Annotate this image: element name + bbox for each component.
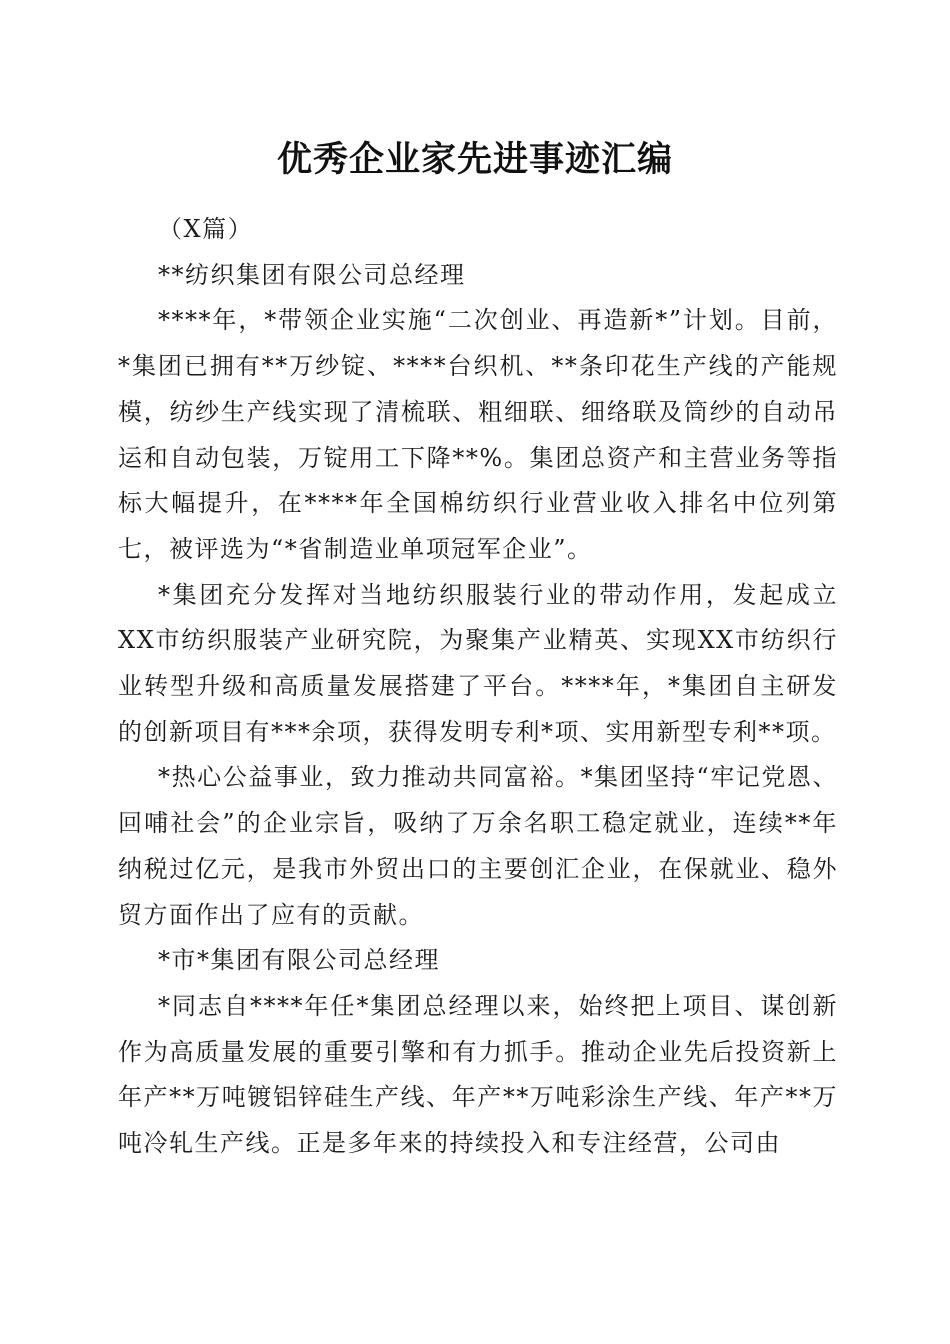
section-heading-textile-group: **纺织集团有限公司总经理 [158,260,466,289]
document-title: 优秀企业家先进事迹汇编 [276,139,673,180]
paragraph: *同志自****年任*集团总经理以来，始终把上项目、谋创新作为高质量发展的重要引擎和有力抓手。推动企业先后投资新上年产**万吨镀铝锌硅生产线、年产**万吨彩涂生产线、年产**万吨冷轧生产线。正是多年来的持续投入和专注经营，公司由 [118,991,838,1158]
paragraph: ****年，*带领企业实施“二次创业、再造新*”计划。目前，*集团已拥有**万纱锭、****台织机、**条印花生产线的产能规模，纺纱生产线实现了清梳联、粗细联、细络联及筒纱的自动吊运和自动包装，万锭用工下降**%。集团总资产和主营业务等指标大幅提升，在****年全国棉纺织行业营业收入排名中位列第七，被评选为“*省制造业单项冠军企业”。 [118,306,838,563]
document-body [118,207,838,1167]
paragraph: *热心公益事业，致力推动共同富裕。*集团坚持“牢记党恩、回哺社会”的企业宗旨，吸纳了万余名职工稳定就业，连续**年纳税过亿元，是我市外贸出口的主要创汇企业，在保就业、稳外贸方面作出了应有的贡献。 [118,763,838,929]
paragraph: *集团充分发挥对当地纺织服装行业的带动作用，发起成立XX市纺织服装产业研究院，为聚集产业精英、实现XX市纺织行业转型升级和高质量发展搭建了平台。****年，*集团自主研发的创新项目有***余项，获得发明专利*项、实用新型专利**项。 [118,580,838,746]
paragraph-count-note: （X篇） [158,215,254,243]
section-heading-city-group: *市*集团有限公司总经理 [158,946,440,975]
